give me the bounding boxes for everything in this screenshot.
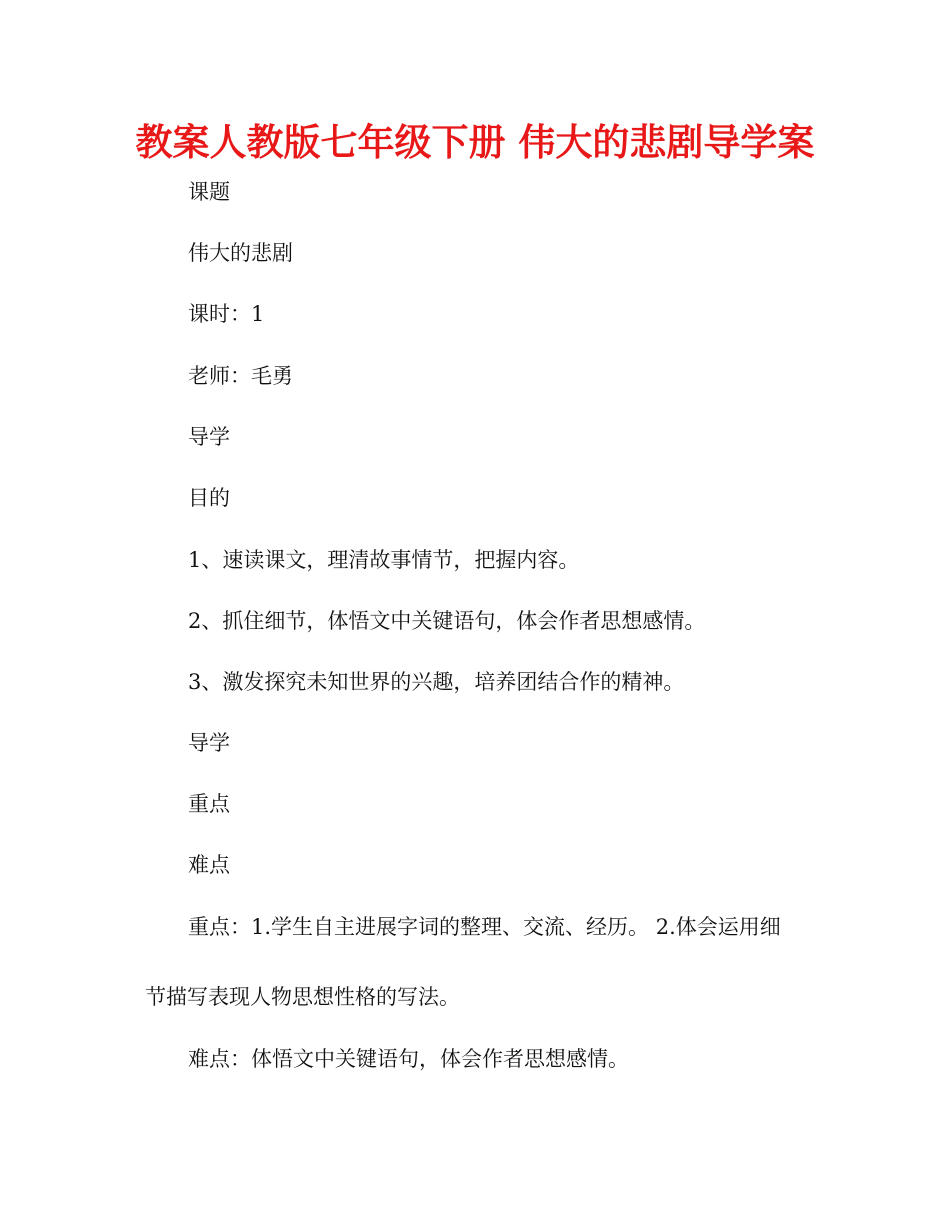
text-line-course-name: 伟大的悲剧	[188, 241, 293, 265]
text-line-class-hours: 课时：1	[188, 302, 265, 326]
text-line-objective-2: 2、抓住细节，体悟文中关键语句，体会作者思想感情。	[188, 609, 706, 633]
text-line-guide-2: 导学	[188, 731, 230, 755]
text-line-objective-3: 3、激发探究未知世界的兴趣，培养团结合作的精神。	[188, 670, 685, 694]
text-line-difficulties: 难点：体悟文中关键语句，体会作者思想感情。	[188, 1047, 629, 1071]
text-line-guide-1: 导学	[188, 425, 230, 449]
text-line-difficulties-label: 难点	[188, 853, 230, 877]
document-title: 教案人教版七年级下册 伟大的悲剧导学案	[135, 121, 815, 164]
text-line-course-label: 课题	[188, 180, 230, 204]
text-line-objective-1: 1、速读课文，理清故事情节，把握内容。	[188, 548, 580, 572]
text-line-objective-label: 目的	[188, 486, 230, 510]
text-line-key-points-continued: 节描写表现人物思想性格的写法。	[145, 985, 460, 1009]
text-line-key-points: 重点：1.学生自主进展字词的整理、交流、经历。 2.体会运用细	[188, 915, 781, 939]
text-line-teacher: 老师：毛勇	[188, 364, 293, 388]
text-line-key-points-label: 重点	[188, 792, 230, 816]
